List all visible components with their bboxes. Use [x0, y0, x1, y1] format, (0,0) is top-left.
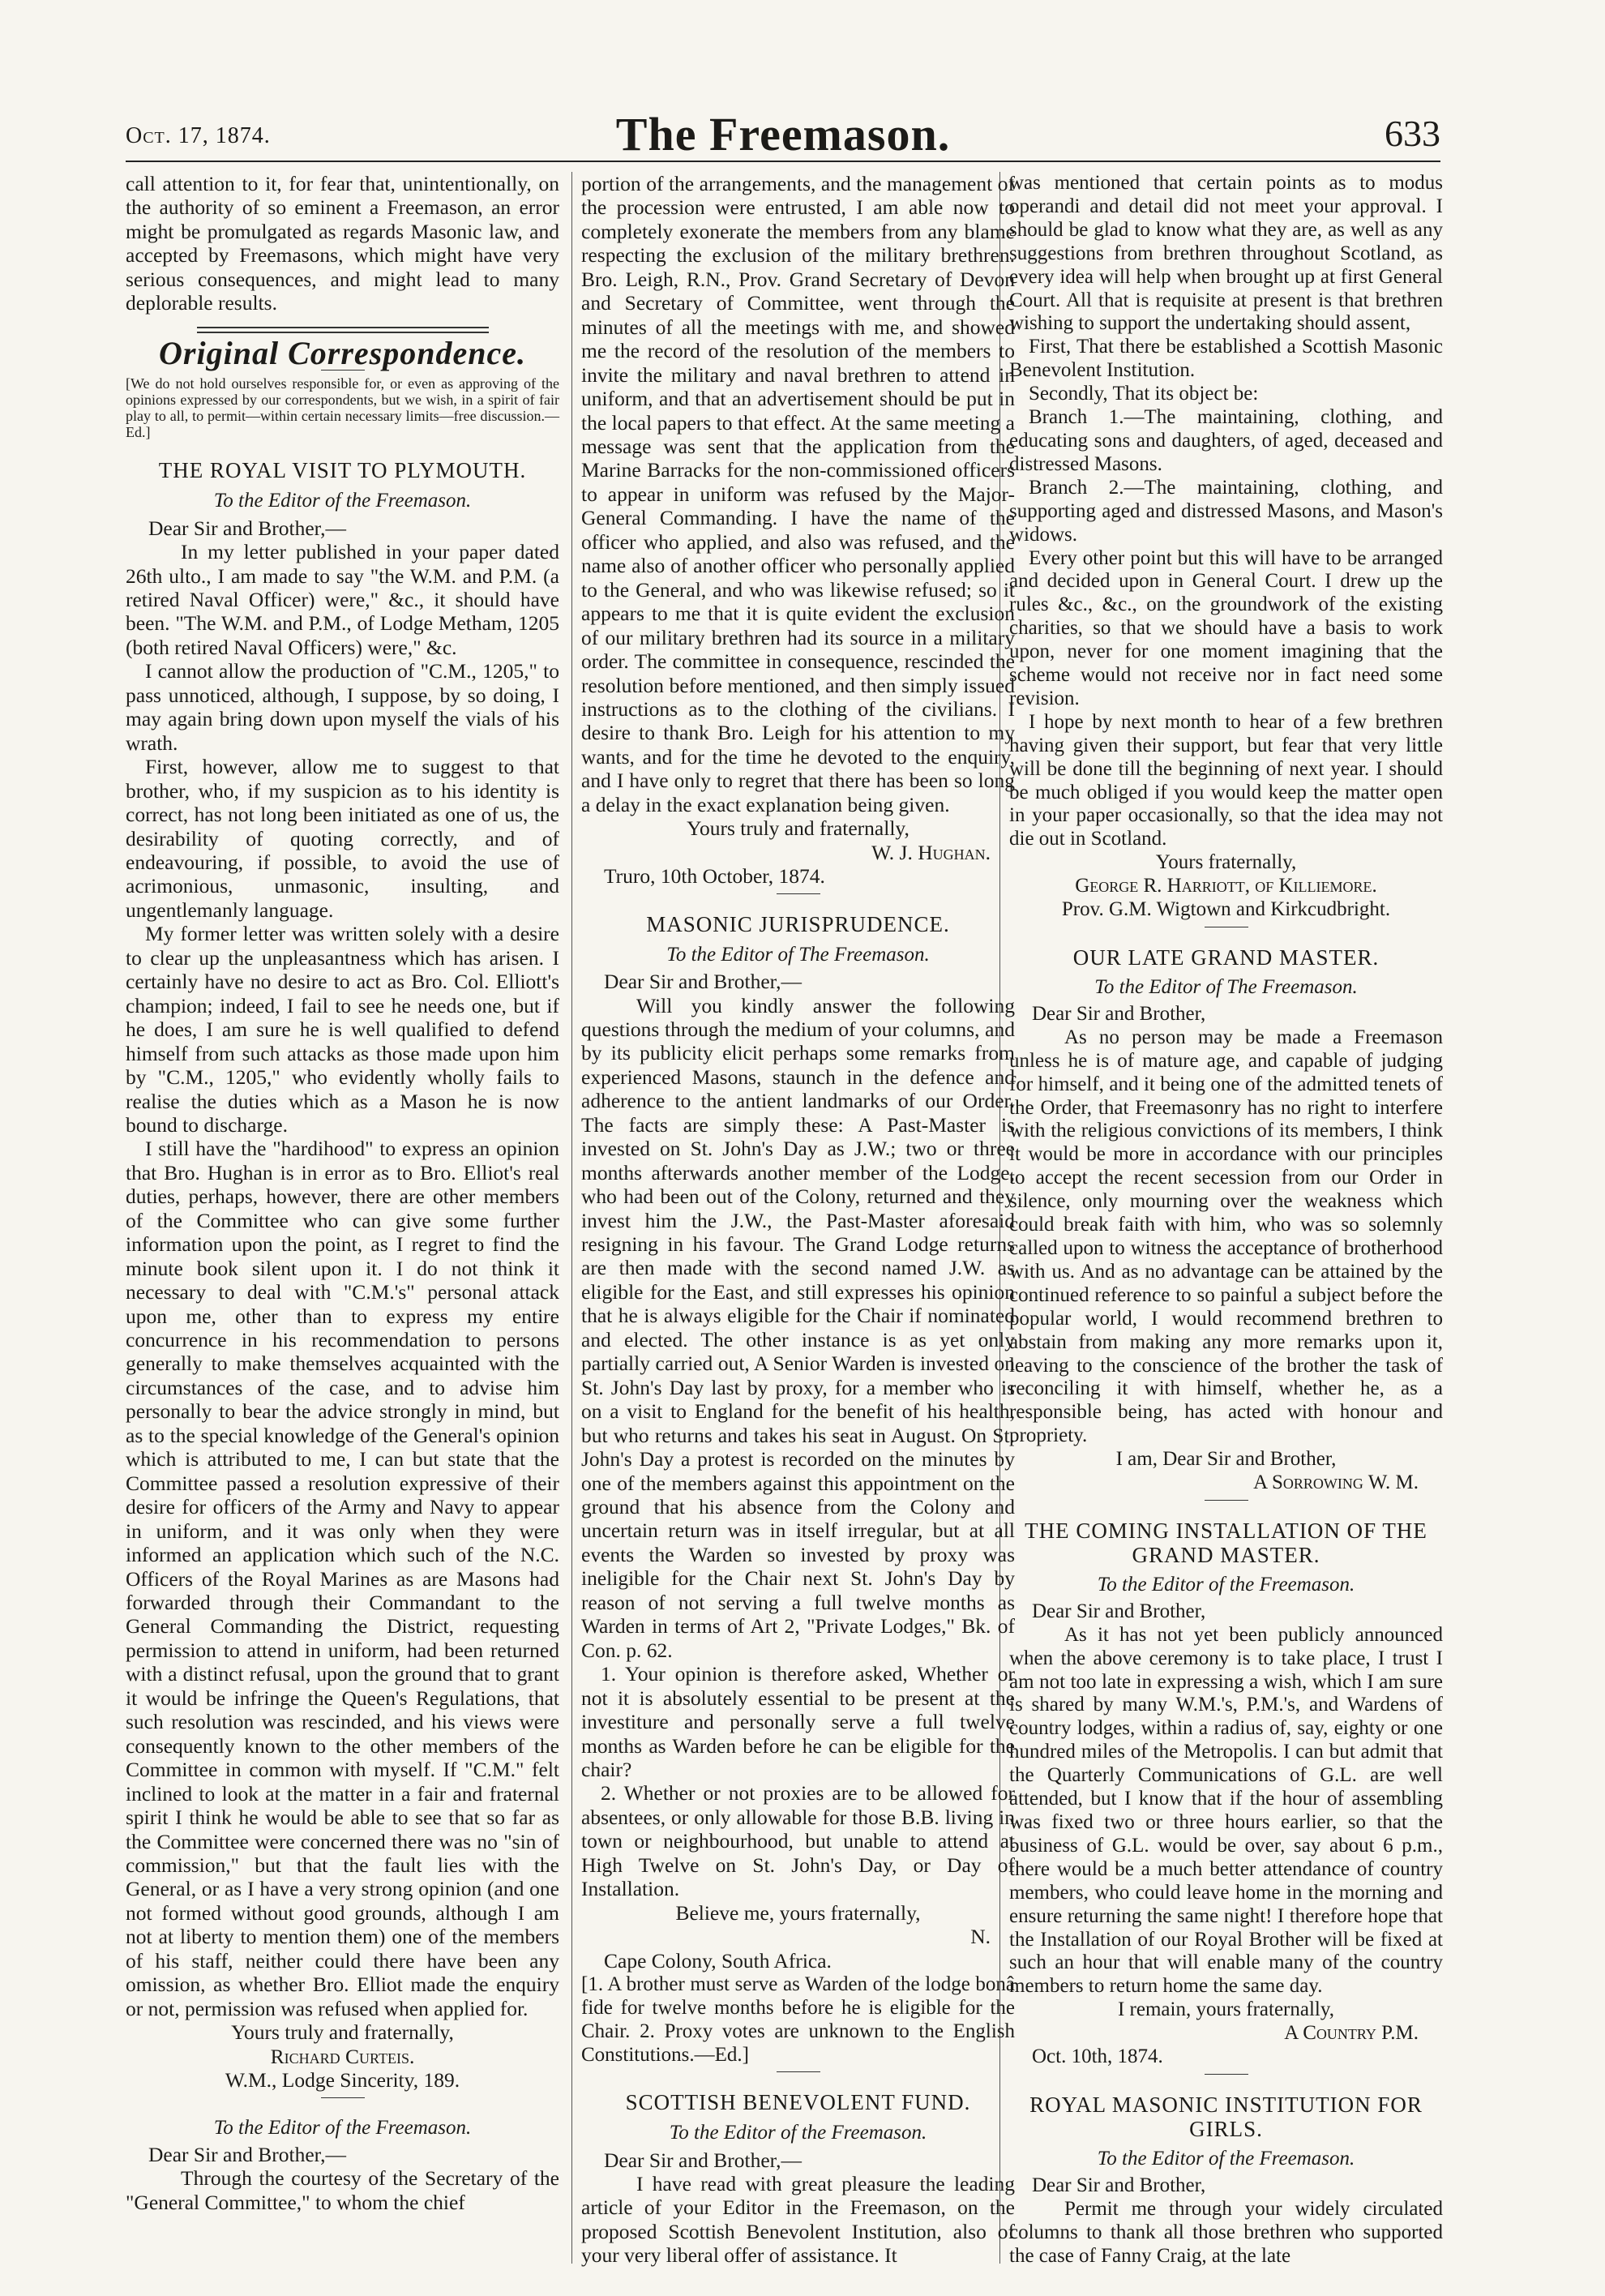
divider [1205, 2074, 1248, 2075]
section-title: Original Correspondence. [159, 334, 526, 371]
paragraph: Branch 2.—The maintaining, clothing, and supporting aged and distressed Masons, and Mason's widows. [1009, 476, 1443, 546]
column-3 [1009, 172, 1443, 2268]
closing: I am, Dear Sir and Brother, [1115, 1448, 1337, 1471]
newspaper-title: The Freemason. [615, 108, 951, 161]
paragraph: was mentioned that certain points as to modus operandi and detail did not meet your approval. I should be glad to know what they are, as well as any suggestions from brethren throughout Scotland, as every idea will help when brought up at first General Court. All that is requisite at present is that brethren wishing to support the undertaking should assent, [1009, 172, 1443, 335]
editorial-disclaimer: [We do not hold ourselves responsible for, or even as approving of the opinions expressed by our correspondents, but we wish, in a spirit of fair play to all, to permit—within certain necessary limits—free discussion.—Ed.] [126, 375, 559, 441]
divider [1205, 1500, 1248, 1501]
article-title: THE ROYAL VISIT TO PLYMOUTH. [158, 458, 527, 483]
intro-paragraph: call attention to it, for fear that, unintentionally, on the authority of so eminent a Freemason, an error might be promulgated as regards Masonic law, and accepted by Freemasons, which might have very serious consequences, and might lead to many deplorable results. [126, 172, 559, 315]
closing: I remain, yours fraternally, [1117, 1998, 1335, 2021]
article-addressee: To the Editor of The Freemason. [666, 943, 930, 966]
editor-reply: [1. A brother must serve as Warden of the lodge bonâ fide for twelve months before he is eligible for the Chair. 2. Proxy votes are unknown to the English Constitutions.—Ed.] [581, 1973, 1015, 2067]
salutation: Dear Sir and Brother,— [148, 516, 346, 540]
salutation: Dear Sir and Brother,— [604, 2148, 802, 2172]
signature-title: Prov. G.M. Wigtown and Kirkcudbright. [1061, 898, 1391, 921]
column-divider [571, 172, 572, 2264]
signature: George R. Harriott, of Killiemore. [1075, 875, 1377, 897]
paragraph: Permit me through your widely circulated columns to thank all those brethren who supported the case of Fanny Craig, at the late [1009, 2197, 1443, 2267]
paragraph: portion of the arrangements, and the management of the procession were entrusted, I am able now to completely exonerate the members from any blame respecting the exclusion of the military brethren. Bro. Leigh, R.N., Prov. Grand Secretary of Devon and Secretary of Committee, went through the minutes of all the meetings with me, and showed me the record of the resolution of the members to invite the military and naval brethren to attend in uniform, and that an advertisement should be put in the local papers to that effect. At the same meeting a message was sent that the application from the Marine Barracks for the non-commissioned officers to appear in uniform was refused by the Major-General Commanding. I have the name of the officer who applied, and also was refused, and the name also of another officer who personally applied to the General, and who was likewise refused; so it appears to me that it is quite evident the exclusion of our military brethren had its source in a military order. The committee in consequence, rescinded the resolution before mentioned, and then simply issued instructions as to the clothing of the civilians. I desire to thank Bro. Leigh for his attention to my wants, and for the time he devoted to the enquiry, and I have only to regret that there has been so long a delay in the exact explanation being given. [581, 172, 1015, 816]
signature: A Sorrowing W. M. [1253, 1471, 1419, 1494]
closing: Yours truly and fraternally, [231, 2020, 454, 2045]
paragraph: First, however, allow me to suggest to that brother, who, if my suspicion as to his identity is correct, has not long been initiated as one of us, the desirability of quoting correctly, and of endeavouring, if possible, to avoid the use of acrimonious, unmasonic, insulting, and ungentlemanly language. [126, 755, 559, 922]
closing: Yours fraternally, [1155, 851, 1297, 874]
article-addressee: To the Editor of the Freemason. [213, 2116, 472, 2139]
paragraph: I have read with great pleasure the leading article of your Editor in the Freemason, on the proposed Scottish Benevolent Institution, also of your very liberal offer of assistance. It [581, 2171, 1015, 2268]
column-2 [581, 172, 1015, 2268]
divider [321, 2097, 365, 2098]
paragraph: Through the courtesy of the Secretary of the "General Committee," to whom the chief [126, 2166, 559, 2214]
question: 1. Your opinion is therefore asked, Whether or not it is absolutely essential to be present at the investiture and personally serve a full twelve months as Warden before he can be eligible for the chair? [581, 1662, 1015, 1781]
masthead [126, 108, 1440, 161]
paragraph: Every other point but this will have to be arranged and decided upon in General Court. I drew up the rules &c., &c., on the groundwork of the existing charities, so that we should have a basis to work upon, never for one moment imagining that the scheme would not receive nor in fact need some revision. [1009, 546, 1443, 709]
divider [777, 893, 820, 894]
paragraph: As no person may be made a Freemason unless he is of mature age, and capable of judging for himself, and it being one of the admitted tenets of the Order, that Freemasonry has no right to interfere with the religious convictions of its members, I think it would be more in accordance with our principles to accept the recent secession from our Order in silence, only mourning over the weakness which could break faith with him, who was so solemnly called upon to witness the acceptance of brotherhood with us. And as no advantage can be attained by the continued reference to so painful a subject before the popular world, I would recommend brethren to abstain from making any more remarks upon it, leaving to the conscience of the brother the task of reconciling it with himself, whether he, as a responsible being, has acted with honour and propriety. [1009, 1026, 1443, 1447]
article-title: OUR LATE GRAND MASTER. [1072, 945, 1380, 970]
issue-date: Oct. 17, 1874. [126, 123, 271, 148]
signature-title: W.M., Lodge Sincerity, 189. [225, 2068, 460, 2093]
question: 2. Whether or not proxies are to be allowed for absentees, or only allowable for those B.B. living in town or neighbourhood, but unable to attend at High Twelve on St. John's Day, or Day of Installation. [581, 1781, 1015, 1901]
paragraph: Secondly, That its object be: [1029, 383, 1259, 405]
signature: W. J. Hughan. [871, 840, 991, 864]
paragraph: First, That there be established a Scottish Masonic Benevolent Institution. [1009, 336, 1443, 382]
article-addressee: To the Editor of the Freemason. [1097, 2147, 1355, 2170]
signature: N. [970, 1925, 991, 1949]
paragraph: As it has not yet been publicly announced when the above ceremony is to take place, I trust I am not too late in expressing a wish, which I am sure is shared by many W.M.'s, P.M.'s, and Wardens of country lodges, within a radius of, say, eighty or one hundred miles of the Metropolis. I can but admit that the Quarterly Communications of G.L. are well attended, but I know that if the hour of assembling was fixed two or three hours earlier, so that the business of G.L. would be over, say about 6 p.m., there would be a much better attendance of country members, who could leave home in the morning and ensure returning the same night! I therefore hope that the Installation of our Royal Brother will be fixed at such an hour that will enable many of the country members to return home the same day. [1009, 1623, 1443, 1998]
salutation: Dear Sir and Brother,— [604, 970, 802, 994]
paragraph: Will you kindly answer the following questions through the medium of your columns, and by its publicity elicit perhaps some remarks from experienced Masons, staunch in the defence and adherence to the antient landmarks of our Order. The facts are simply these: A Past-Master is invested on St. John's Day as J.W.; two or three months afterwards another member of the Lodge, who had been out of the Colony, returned and they invest him the J.W., the Past-Master aforesaid resigning in his favour. The Grand Lodge returns are then made with the second named J.W. as eligible for the East, and still expresses his opinion that he is always eligible for the Chair if nominated and elected. The other instance is as yet only partially carried out, A Senior Warden is invested on St. John's Day last by proxy, for a member who is on a visit to England for the benefit of his health, but who returns and takes his seat in August. On St. John's Day a protest is recorded on the minutes by one of the members against this appointment on the ground that his absence from the Colony and uncertain return was in itself irregular, but at all events the Warden so invested by proxy was ineligible for the Chair next St. John's Day by reason of not serving a full twelve months as Warden in terms of Art 2, "Private Lodges," Bk. of Con. p. 62. [581, 993, 1015, 1662]
salutation: Dear Sir and Brother, [1032, 2174, 1206, 2196]
signature: Richard Curteis. [270, 2044, 415, 2068]
salutation: Dear Sir and Brother, [1032, 1600, 1206, 1622]
paragraph: I cannot allow the production of "C.M., 1205," to pass unnoticed, although, I suppose, by so doing, I may again bring down upon myself the vials of his wrath. [126, 659, 559, 755]
place-date: Truro, 10th October, 1874. [604, 864, 825, 889]
article-title: MASONIC JURISPRUDENCE. [646, 911, 950, 936]
letter-date: Oct. 10th, 1874. [1032, 2045, 1163, 2068]
article-addressee: To the Editor of the Freemason. [213, 490, 472, 512]
closing: Believe me, yours fraternally, [675, 1900, 921, 1925]
paragraph: I hope by next month to hear of a few brethren having given their support, but fear that very little will be done till the beginning of next year. I should be much obliged if you would keep the matter open in your paper occasionally, so that the idea may not die out in Scotland. [1009, 710, 1443, 850]
divider [777, 2071, 820, 2072]
salutation: Dear Sir and Brother, [1032, 1002, 1206, 1025]
paragraph: I still have the "hardihood" to express an opinion that Bro. Hughan is in error as to Bro. Elliot's real duties, perhaps, however, there are other members of the Committee who can give some further information upon the point, as I regret to find the minute book silent upon it. I do not think it necessary to deal with "C.M.'s" personal attack upon me, other than to express my entire concurrence in his recommendation to persons generally to make themselves acquainted with the circumstances of the case, and to advise him personally to bear the advice strongly in mind, but as to the special knowledge of the General's opinion which is attributed to me, I can but state that the Committee passed a resolution expressive of their desire for officers of the Army and Navy to appear in uniform, and it was only when they were informed an application which such of the N.C. Officers of the Royal Marines as are Masons had forwarded through their Commandant to the General Commanding the District, requesting permission to attend in uniform, had been returned with a distinct refusal, upon the ground that to grant it would be infringe the Queen's Regulations, that such resolution was rescinded, and his views were consequently known to the other members of the Committee in common with myself. If "C.M." felt inclined to look at the matter in a fair and fraternal spirit I think he would be able to see that so far as the Committee were concerned there was no "sin of commission," but that the fault lies with the General, or as I have a very strong opinion (and one not formed without good grounds, although I am not at liberty to mention them) one of the members of his staff, neither could there have been any omission, as whether Bro. Elliot made the enquiry or not, permission was refused when applied for. [126, 1137, 559, 2020]
column-1 [126, 172, 559, 2214]
article-title: ROYAL MASONIC INSTITUTION FOR GIRLS. [1029, 2092, 1423, 2141]
place: Cape Colony, South Africa. [604, 1948, 832, 1973]
closing: Yours truly and fraternally, [687, 816, 909, 841]
section-rule [197, 327, 489, 333]
article-title: SCOTTISH BENEVOLENT FUND. [625, 2090, 971, 2115]
article-addressee: To the Editor of The Freemason. [1094, 976, 1358, 998]
page-number: 633 [1385, 113, 1440, 154]
article-title: THE COMING INSTALLATION OF THE GRAND MASTER. [1025, 1518, 1427, 1567]
paragraph: My former letter was written solely with a desire to clear up the unpleasantness which has arisen. I certainly have no desire to act as Bro. Col. Elliott's champion; indeed, I fail to see he needs one, but if he does, I am sure he is well qualified to defend himself from such attacks as those made upon him by "C.M., 1205," who evidently wholly fails to realise the duties which as a Mason he is now bound to discharge. [126, 922, 559, 1137]
article-addressee: To the Editor of the Freemason. [669, 2122, 927, 2144]
salutation: Dear Sir and Brother,— [148, 2142, 346, 2166]
paragraph: In my letter published in your paper dated 26th ulto., I am made to say "the W.M. and P.M. (a retired Naval Officer) were," &c., it should have been. "The W.M. and P.M., of Lodge Metham, 1205 (both retired Naval Officers) were," &c. [126, 540, 559, 659]
paragraph: Branch 1.—The maintaining, clothing, and educating sons and daughters, of aged, deceased and distressed Masons. [1009, 406, 1443, 475]
signature: A Country P.M. [1284, 2022, 1419, 2045]
article-addressee: To the Editor of the Freemason. [1097, 1573, 1355, 1596]
masthead-rule [126, 161, 1440, 162]
